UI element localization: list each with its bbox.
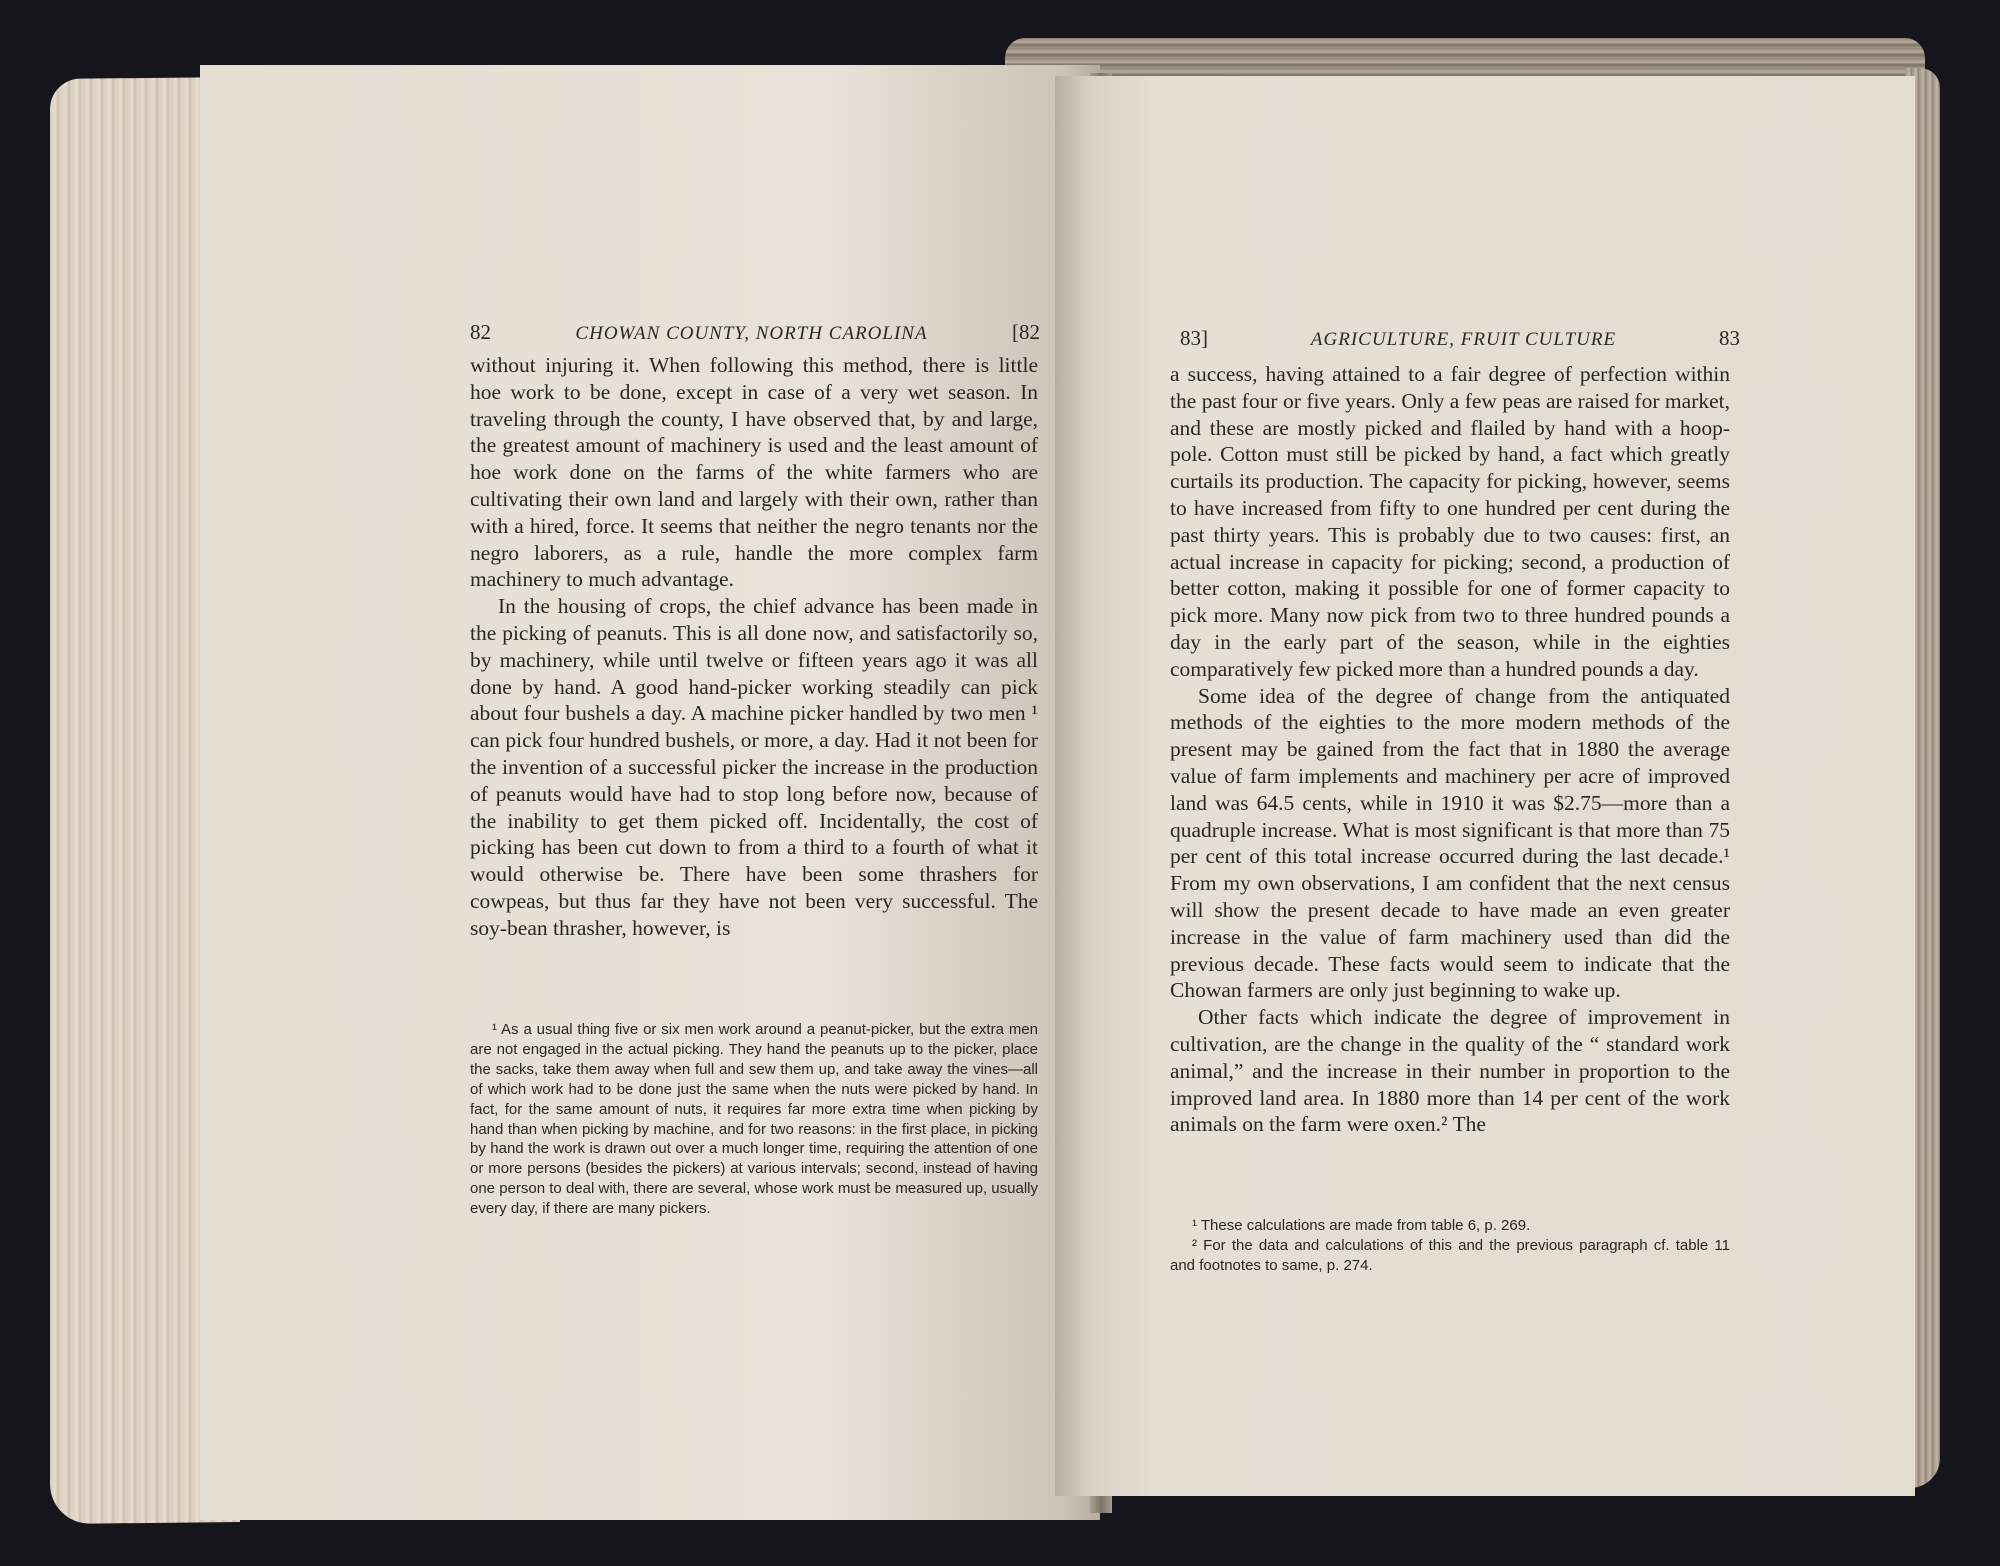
right-body-text [1170, 361, 1730, 1138]
right-footnote-1: ¹ These calculations are made from table 6, p. 269. [1192, 1217, 1531, 1234]
left-paragraph-1: without injuring it. When following this method, there is little hoe work to be done, except in case of a very wet season. In traveling through the county, I have observed that, by and large, the greatest amount of machinery is used and the least amount of hoe work done on the farms of the white farmers who are cultivating their own land and largely with their own, rather than with a hired, force. It seems that neither the negro tenants nor the negro laborers, as a rule, handle the more complex farm machinery to much advantage. [470, 353, 1038, 592]
right-bracket-number: 83] [1180, 326, 1208, 350]
left-bracket-number: [82 [1011, 320, 1040, 344]
right-paragraph-1: a success, having attained to a fair degree of perfection within the past four or five years. Only a few peas are raised for market, and these are mostly picked and flailed by hand with a hoop-pole. Cotton must still be picked by hand, a fact which greatly curtails its production. The capacity for picking, however, seems to have increased from fifty to one hundred per cent during the past thirty years. This is probably due to two causes: first, an actual increase in capacity for picking; second, a production of better cotton, making it possible for one of former capacity to pick more. Many now pick from two to three hundred pounds a day in the early part of the season, while in the eighties comparatively few picked more than a hundred pounds a day. [1170, 362, 1730, 681]
right-page-number: 83 [1719, 326, 1740, 350]
left-running-head [470, 320, 1040, 345]
left-body-text [470, 352, 1038, 942]
left-page-number: 82 [470, 320, 491, 344]
left-footnotes [470, 1020, 1038, 1219]
left-paragraph-2: In the housing of crops, the chief advance has been made in the picking of peanuts. This is all done now, and satisfactorily so, by machinery, while until twelve or fifteen years ago it was all done by hand. A good hand-picker working steadily can pick about four bushels a day. A machine picker handled by two men ¹ can pick four hundred bushels, or more, a day. Had it not been for the invention of a successful picker the increase in the production of peanuts would have had to stop long before now, because of the inability to get them picked off. Incidentally, the cost of picking has been cut down to from a third to a fourth of what it would otherwise be. There have been some thrashers for cowpeas, but thus far they have not been very successful. The soy-bean thrasher, however, is [470, 594, 1038, 940]
right-running-head [1180, 326, 1740, 351]
right-paragraph-2: Some idea of the degree of change from the antiquated methods of the eighties to the more modern methods of the present may be gained from the fact that in 1880 the average value of farm implements and machinery per acre of improved land was 64.5 cents, while in 1910 it was $2.75—more than a quadruple increase. What is most significant is that more than 75 per cent of this total increase occurred during the last decade.¹ From my own observations, I am confident that the next census will show the present decade to have made an even greater increase in the value of farm machinery used than did the previous decade. These facts would seem to indicate that the Chowan farmers are only just beginning to wake up. [1170, 683, 1730, 1003]
right-footnotes [1170, 1216, 1730, 1276]
open-book [45, 38, 1935, 1533]
left-page [200, 65, 1100, 1520]
right-page [1055, 76, 1915, 1496]
right-footnote-2: ² For the data and calculations of this and the previous paragraph cf. table 11 and footnotes to same, p. 274. [1170, 1236, 1730, 1274]
right-running-title: AGRICULTURE, FRUIT CULTURE [1310, 329, 1617, 350]
right-paragraph-3: Other facts which indicate the degree of improvement in cultivation, are the change in the quality of the “ standard work animal,” and the increase in their number in proportion to the improved land area. In 1880 more than 14 per cent of the work animals on the farm were oxen.² The [1170, 1005, 1730, 1137]
left-running-title: CHOWAN COUNTY, NORTH CAROLINA [575, 323, 928, 344]
left-footnote-1: ¹ As a usual thing five or six men work around a peanut-picker, but the extra men are not engaged in the actual picking. They hand the peanuts up to the picker, place the sacks, take them away when full and sew them up, and take away the vines—all of which work had to be done just the same when the nuts were picked by hand. In fact, for the same amount of nuts, it requires far more extra time when picking by hand than when picking by machine, and for two reasons: in the first place, in picking by hand the work is drawn out over a much longer time, requiring the attention of one or more persons (besides the pickers) at various intervals; second, instead of having one person to deal with, there are several, whose work must be measured up, usually every day, if there are many pickers. [470, 1021, 1038, 1218]
